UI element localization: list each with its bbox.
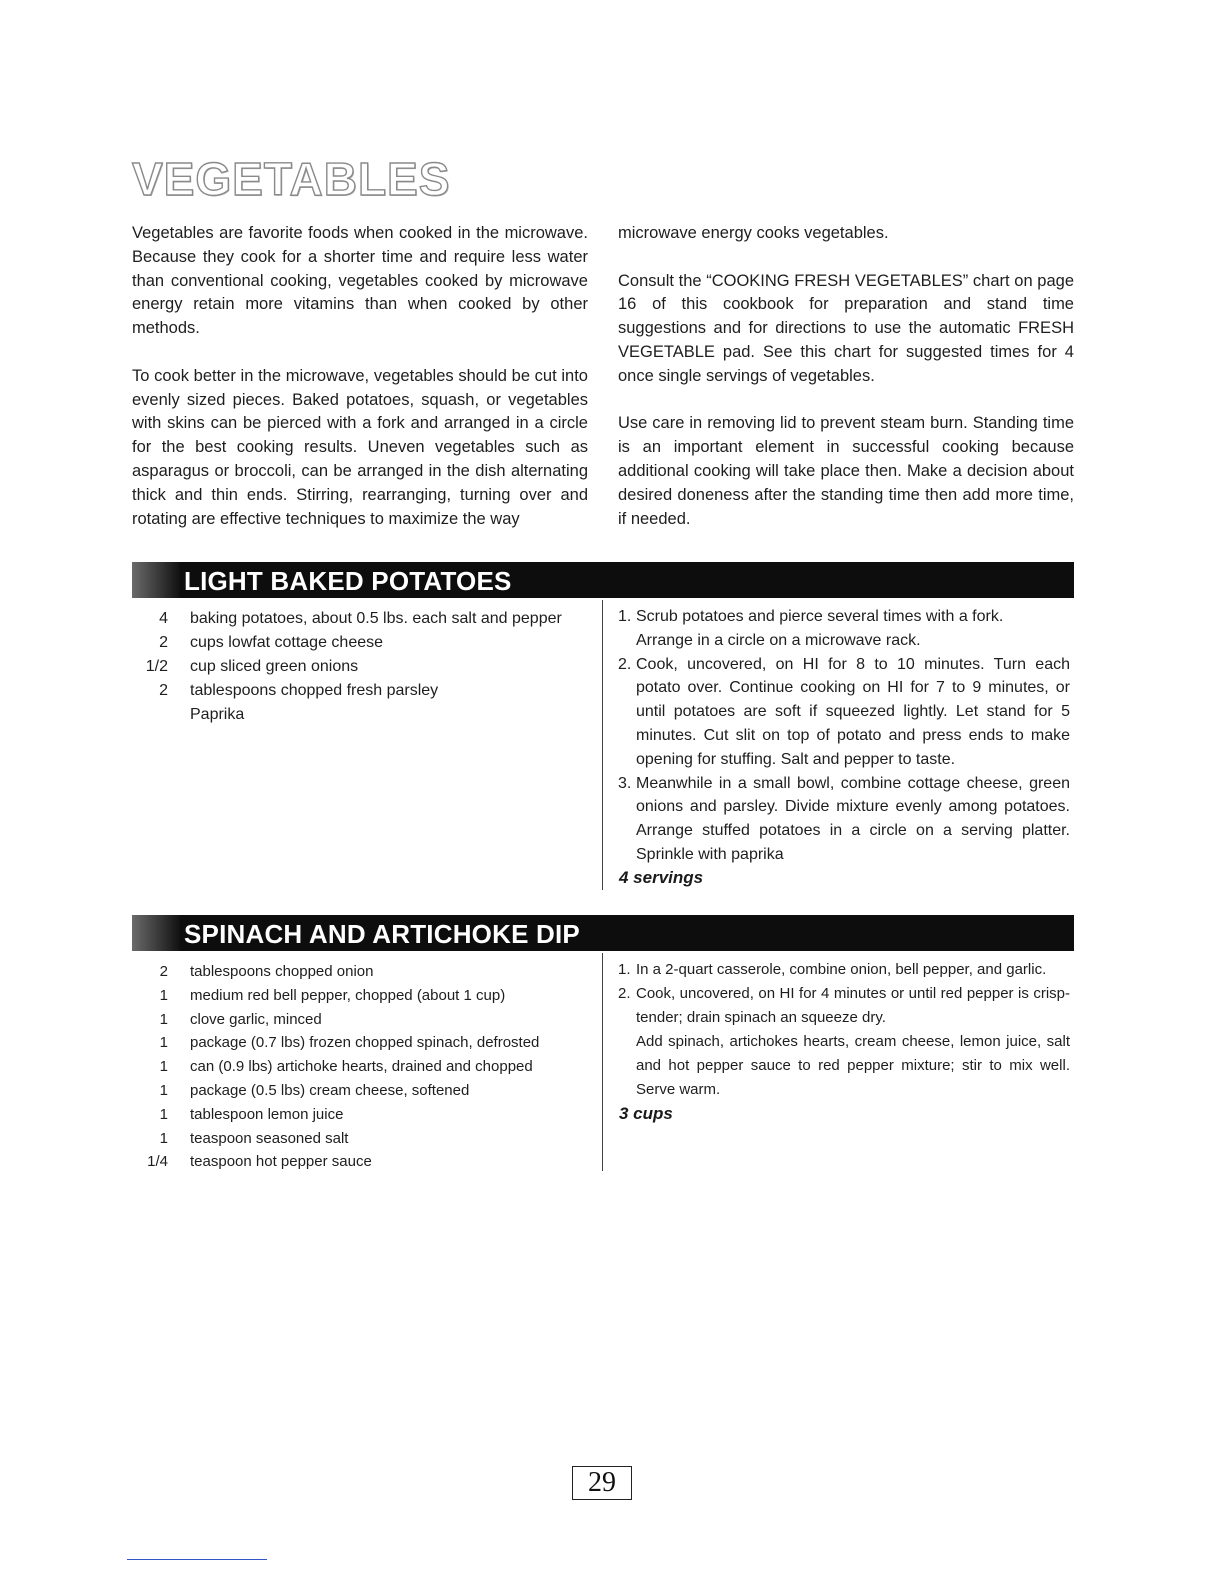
ingredient-item: teaspoon hot pepper sauce [190,1153,372,1171]
ingredient-qty: 1 [159,1081,168,1099]
step-number: 2. [618,985,631,1002]
step-number: 2. [618,655,632,673]
ingredient-qty: 2 [159,634,168,651]
ingredient-item: clove garlic, minced [190,1010,322,1028]
directions-list [618,605,1070,867]
intro-right-column [618,222,1074,555]
intro-paragraph: Use care in removing lid to prevent steam burn. Standing time is an important element in successful cooking because additional cooking will take place then. Make a decision about desired doneness after the standing time then add more time, if needed. [618,414,1074,528]
intro-paragraph: To cook better in the microwave, vegetables should be cut into evenly sized pieces. Baked potatoes, squash, or vegetables with skins can be pierced with a fork and arranged in a circle for the best cooking results. Uneven vegetables such as asparagus or broccoli, can be arranged in the dish alternating thick and thin ends. Stirring, rearranging, turning over and rotating are effective techniques to maximize the way [132,366,588,528]
direction-step [618,605,1070,629]
step-text: In a 2-quart casserole, combine onion, bell pepper, and garlic. [636,961,1047,978]
ingredient-item: cup sliced green onions [190,658,359,675]
ingredient-qty: 4 [159,610,168,627]
ingredient-item: can (0.9 lbs) artichoke hearts, drained and chopped [190,1058,533,1076]
ingredient-item: package (0.7 lbs) frozen chopped spinach, defrosted [190,1034,540,1052]
ingredient-qty: 1 [159,986,168,1004]
recipe-title: LIGHT BAKED POTATOES [184,566,512,596]
ingredient-row [132,1127,592,1151]
ingredient-item: tablespoon lemon juice [190,1105,344,1123]
ingredient-list [132,607,592,727]
intro-paragraph: Consult the “COOKING FRESH VEGETABLES” chart on page 16 of this cookbook for preparation and stand time suggestions and for directions to use the automatic FRESH VEGETABLE pad. See this chart for suggested times for 4 once single servings of vegetables. [618,271,1074,385]
ingredient-row [132,1079,592,1103]
header-bar-fade [132,915,180,951]
footer-rule [127,1559,267,1560]
page-number: 29 [572,1466,632,1500]
column-divider [602,600,603,890]
intro-left-column [132,222,588,555]
ingredient-item: baking potatoes, about 0.5 lbs. each salt and pepper [190,610,562,627]
ingredient-row [132,607,592,631]
recipe-title: SPINACH AND ARTICHOKE DIP [184,919,580,949]
ingredient-item: Paprika [190,706,245,723]
recipe-header-bar [132,915,1074,951]
ingredient-row [132,631,592,655]
ingredient-list [132,960,592,1174]
ingredient-row [132,1150,592,1174]
direction-step [618,653,1070,772]
ingredient-item: medium red bell pepper, chopped (about 1 cup) [190,986,506,1004]
ingredient-row [132,1055,592,1079]
ingredient-row [132,1031,592,1055]
ingredient-row [132,960,592,984]
ingredient-item: tablespoons chopped fresh parsley [190,682,439,699]
column-divider [602,953,603,1171]
ingredient-qty: 1 [159,1034,168,1052]
page-title: VEGETABLES [132,153,451,205]
direction-step [618,958,1070,982]
intro-paragraph: microwave energy cooks vegetables. [618,224,889,242]
ingredient-qty: 2 [159,682,168,699]
step-text: Cook, uncovered, on HI for 8 to 10 minutes. Turn each potato over. Continue cooking on HI for 7 to 9 minutes, or until potatoes are soft if squeezed lightly. Let stand for 5 minutes. Cut slit on top of potato and press ends to make opening for stuffing. Salt and pepper to taste. [636,655,1070,768]
header-bar-fade [132,562,180,598]
ingredient-item: teaspoon seasoned salt [190,1129,349,1147]
ingredient-qty: 2 [159,963,168,980]
step-number: 1. [618,608,632,625]
recipe-yield: 3 cups [619,1104,673,1123]
direction-step [618,982,1070,1030]
direction-step-continued: Add spinach, artichokes hearts, cream cheese, lemon juice, salt and hot pepper sauce to red pepper mixture; stir to mix well. Serve warm. [636,1033,1070,1098]
ingredient-qty: 1 [159,1010,168,1028]
ingredient-row [132,655,592,679]
step-text: Cook, uncovered, on HI for 4 minutes or until red pepper is crisp-tender; drain spinach an squeeze dry. [636,985,1070,1026]
recipe-header-bar [132,562,1074,598]
ingredient-qty: 1 [159,1058,168,1076]
ingredient-item: tablespoons chopped onion [190,963,374,980]
ingredient-row [132,703,592,727]
ingredient-item: cups lowfat cottage cheese [190,634,384,651]
ingredient-row [132,679,592,703]
direction-step-continued: Arrange in a circle on a microwave rack. [636,631,921,649]
ingredient-row [132,1103,592,1127]
step-number: 3. [618,774,632,792]
ingredient-qty: 1 [159,1129,168,1147]
ingredient-qty [132,703,168,727]
step-number: 1. [618,961,631,978]
intro-paragraph: Vegetables are favorite foods when cooked in the microwave. Because they cook for a shorter time and require less water than conventional cooking, vegetables cooked by microwave energy retain more vitamins than when cooked by other methods. [132,224,588,338]
recipe-yield: 4 servings [619,868,704,887]
directions-list [618,958,1070,1102]
ingredient-qty: 1 [159,1105,168,1123]
ingredient-qty: 1/2 [145,658,168,675]
ingredient-item: package (0.5 lbs) cream cheese, softened [190,1081,470,1099]
ingredient-row [132,984,592,1008]
step-text: Meanwhile in a small bowl, combine cottage cheese, green onions and parsley. Divide mixture evenly among potatoes. Arrange stuffed potatoes in a circle on a serving platter. Sprinkle with paprika [636,774,1070,863]
ingredient-qty: 1/4 [147,1153,168,1171]
direction-step [618,772,1070,867]
ingredient-row [132,1008,592,1032]
step-text: Scrub potatoes and pierce several times with a fork. [636,608,1004,625]
